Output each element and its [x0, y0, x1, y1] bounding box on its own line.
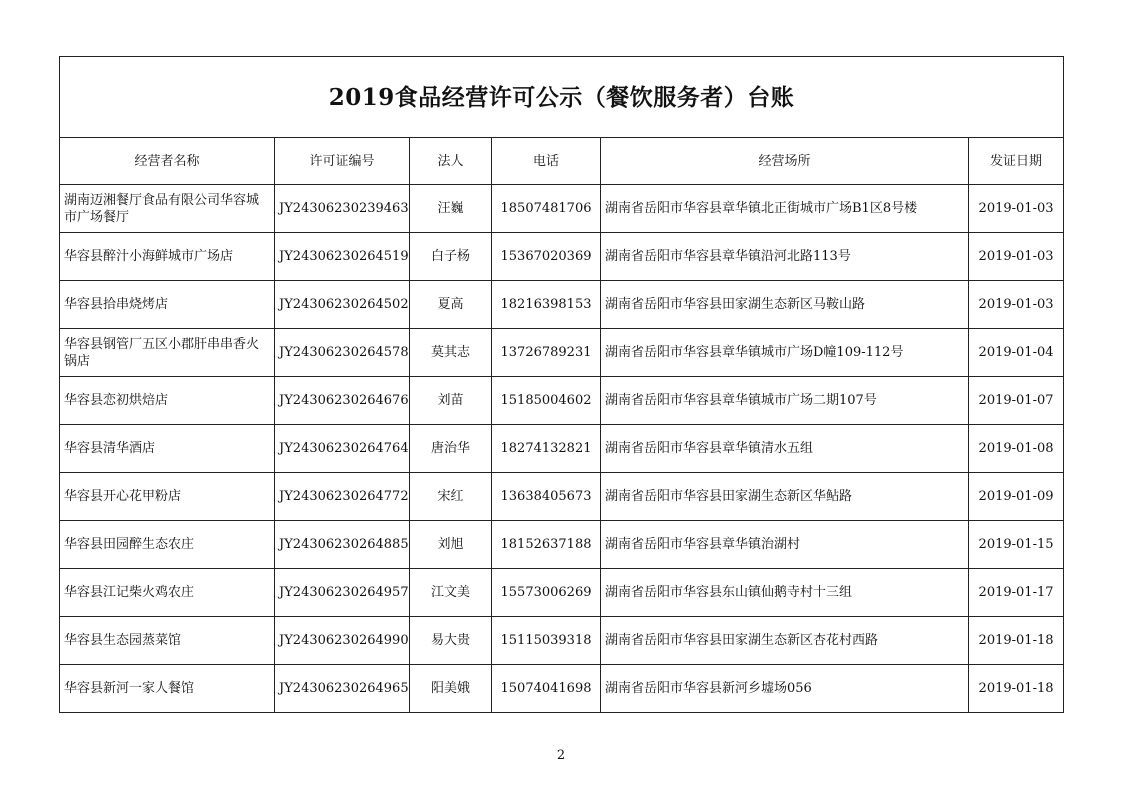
cell-legal-person: 夏高 [410, 281, 492, 329]
cell-phone: 13638405673 [492, 473, 601, 521]
page-title: 2019食品经营许可公示（餐饮服务者）台账 [60, 57, 1064, 138]
cell-issue-date: 2019-01-03 [969, 281, 1064, 329]
cell-operator-name: 华容县开心花甲粉店 [60, 473, 275, 521]
page-number: 2 [556, 748, 566, 763]
cell-issue-date: 2019-01-08 [969, 425, 1064, 473]
header-address: 经营场所 [601, 138, 969, 185]
cell-issue-date: 2019-01-09 [969, 473, 1064, 521]
cell-operator-name: 华容县钢管厂五区小郡肝串串香火锅店 [60, 329, 275, 377]
cell-legal-person: 刘旭 [410, 521, 492, 569]
cell-address: 湖南省岳阳市华容县田家湖生态新区华鲇路 [601, 473, 969, 521]
cell-license-number: JY24306230264764 [275, 425, 410, 473]
cell-address: 湖南省岳阳市华容县田家湖生态新区杏花村西路 [601, 617, 969, 665]
table-row [60, 329, 1064, 377]
cell-phone: 13726789231 [492, 329, 601, 377]
cell-issue-date: 2019-01-03 [969, 233, 1064, 281]
table-row [60, 425, 1064, 473]
cell-license-number: JY24306230264957 [275, 569, 410, 617]
cell-legal-person: 江文美 [410, 569, 492, 617]
cell-phone: 15115039318 [492, 617, 601, 665]
cell-operator-name: 华容县醉汁小海鲜城市广场店 [60, 233, 275, 281]
cell-operator-name: 华容县恋初烘焙店 [60, 377, 275, 425]
header-license-number: 许可证编号 [275, 138, 410, 185]
cell-phone: 18274132821 [492, 425, 601, 473]
cell-legal-person: 刘苗 [410, 377, 492, 425]
table-row [60, 377, 1064, 425]
table-row [60, 617, 1064, 665]
cell-issue-date: 2019-01-07 [969, 377, 1064, 425]
cell-issue-date: 2019-01-17 [969, 569, 1064, 617]
cell-phone: 18152637188 [492, 521, 601, 569]
cell-license-number: JY24306230264965 [275, 665, 410, 713]
cell-operator-name: 华容县江记柴火鸡农庄 [60, 569, 275, 617]
cell-address: 湖南省岳阳市华容县章华镇沿河北路113号 [601, 233, 969, 281]
title-row [60, 57, 1064, 138]
header-phone: 电话 [492, 138, 601, 185]
cell-legal-person: 宋红 [410, 473, 492, 521]
cell-address: 湖南省岳阳市华容县东山镇仙鹅寺村十三组 [601, 569, 969, 617]
cell-legal-person: 阳美娥 [410, 665, 492, 713]
table-row [60, 665, 1064, 713]
table-row [60, 473, 1064, 521]
cell-issue-date: 2019-01-04 [969, 329, 1064, 377]
header-issue-date: 发证日期 [969, 138, 1064, 185]
cell-address: 湖南省岳阳市华容县新河乡墟场056 [601, 665, 969, 713]
table-row [60, 521, 1064, 569]
header-row [60, 138, 1064, 185]
cell-issue-date: 2019-01-18 [969, 617, 1064, 665]
header-legal-person: 法人 [410, 138, 492, 185]
cell-address: 湖南省岳阳市华容县章华镇北正街城市广场B1区8号楼 [601, 185, 969, 233]
cell-operator-name: 湖南迈湘餐厅食品有限公司华容城市广场餐厅 [60, 185, 275, 233]
cell-phone: 15074041698 [492, 665, 601, 713]
cell-address: 湖南省岳阳市华容县章华镇城市广场D幢109-112号 [601, 329, 969, 377]
cell-license-number: JY24306230264772 [275, 473, 410, 521]
cell-phone: 15367020369 [492, 233, 601, 281]
cell-phone: 15573006269 [492, 569, 601, 617]
cell-issue-date: 2019-01-03 [969, 185, 1064, 233]
cell-license-number: JY24306230264502 [275, 281, 410, 329]
table-row [60, 569, 1064, 617]
header-operator-name: 经营者名称 [60, 138, 275, 185]
table-row [60, 185, 1064, 233]
cell-legal-person: 莫其志 [410, 329, 492, 377]
cell-license-number: JY24306230239463 [275, 185, 410, 233]
cell-phone: 18507481706 [492, 185, 601, 233]
permit-ledger-table [59, 56, 1064, 713]
cell-license-number: JY24306230264885 [275, 521, 410, 569]
cell-license-number: JY24306230264676 [275, 377, 410, 425]
cell-legal-person: 唐治华 [410, 425, 492, 473]
cell-legal-person: 汪巍 [410, 185, 492, 233]
cell-operator-name: 华容县田园醉生态农庄 [60, 521, 275, 569]
cell-operator-name: 华容县新河一家人餐馆 [60, 665, 275, 713]
table-row [60, 233, 1064, 281]
cell-phone: 15185004602 [492, 377, 601, 425]
cell-operator-name: 华容县生态园蒸菜馆 [60, 617, 275, 665]
cell-license-number: JY24306230264990 [275, 617, 410, 665]
cell-address: 湖南省岳阳市华容县章华镇治湖村 [601, 521, 969, 569]
cell-address: 湖南省岳阳市华容县田家湖生态新区马鞍山路 [601, 281, 969, 329]
cell-issue-date: 2019-01-18 [969, 665, 1064, 713]
cell-address: 湖南省岳阳市华容县章华镇城市广场二期107号 [601, 377, 969, 425]
cell-legal-person: 易大贵 [410, 617, 492, 665]
cell-legal-person: 白子杨 [410, 233, 492, 281]
cell-phone: 18216398153 [492, 281, 601, 329]
cell-operator-name: 华容县拾串烧烤店 [60, 281, 275, 329]
cell-license-number: JY24306230264578 [275, 329, 410, 377]
cell-address: 湖南省岳阳市华容县章华镇清水五组 [601, 425, 969, 473]
cell-issue-date: 2019-01-15 [969, 521, 1064, 569]
cell-operator-name: 华容县清华酒店 [60, 425, 275, 473]
cell-license-number: JY24306230264519 [275, 233, 410, 281]
table-row [60, 281, 1064, 329]
